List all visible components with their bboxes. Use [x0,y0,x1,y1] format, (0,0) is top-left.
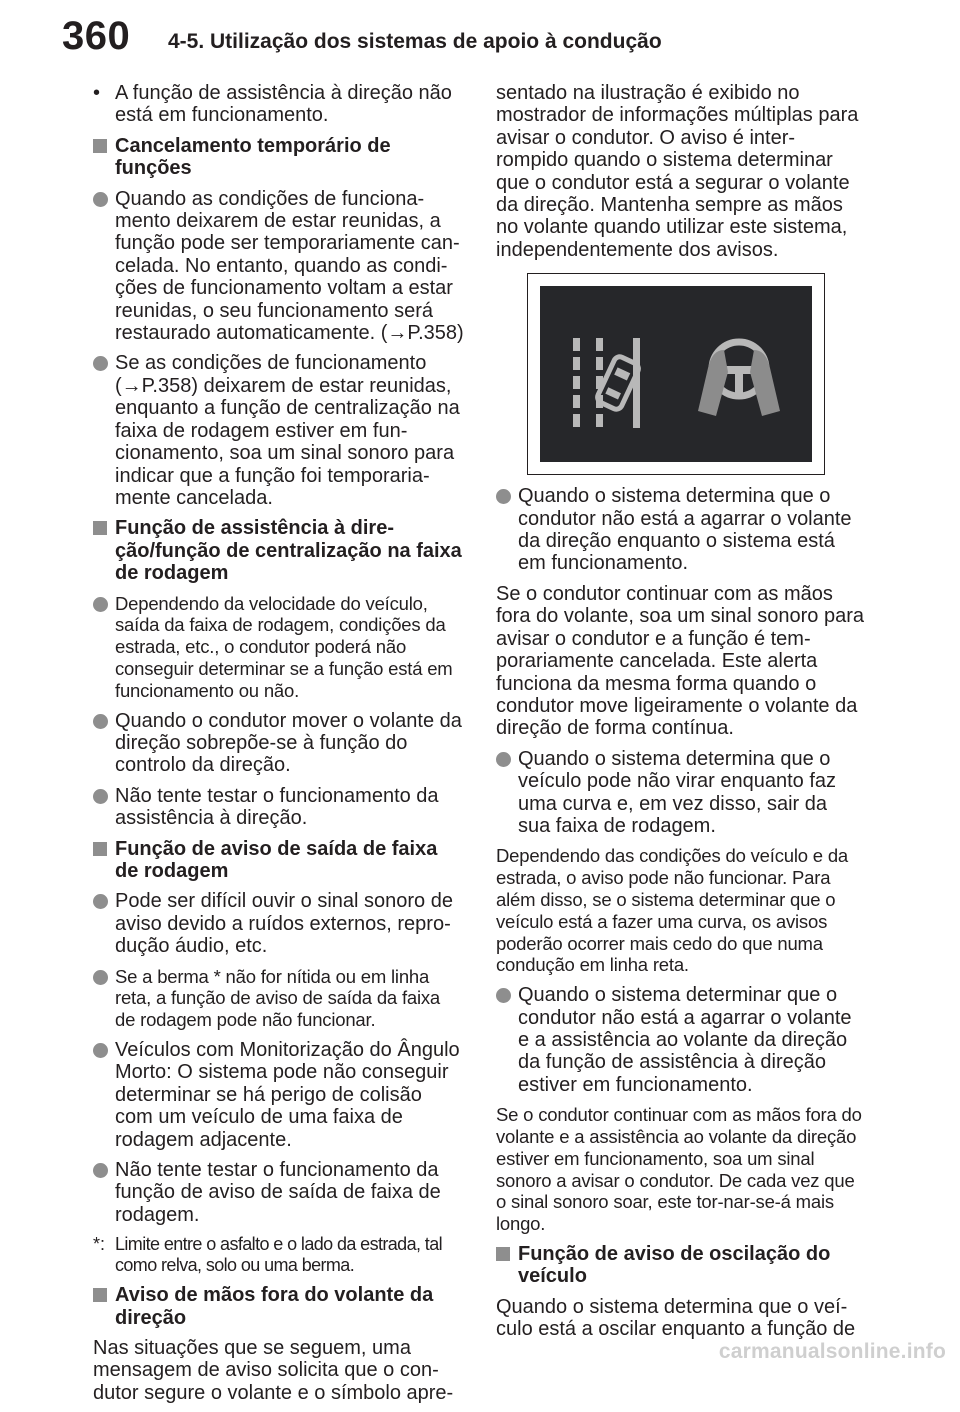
footnote: *: Limite entre o asfalto e o lado da estrada, tal como relva, solo ou uma berma. [93,1234,443,1276]
list-item: Quando o condutor mover o volante da direção sobrepõe-se à função do controlo da direção. [93,710,465,777]
list-item: Quando o sistema determina que o condutor não está a agarrar o volante da direção enquanto o sistema está em funcionamento. [496,485,864,575]
list-item: Se as condições de funcionamento (→P.358) deixarem de estar reunidas, enquanto a função de centralização na faixa de rodagem estiver em fun-cionamento, soa um sinal sonoro para indicar que a função foi temporaria-mente cancelada. [93,352,465,509]
list-item: Quando as condições de funciona-mento deixarem de estar reunidas, a função pode ser temporariamente can-celada. No entanto, quando as condi-ções de funcionamento voltam a estar reunidas, o seu funcionamento será restaurado automaticamente. (→P.358) [93,188,465,345]
paragraph: Se o condutor continuar com as mãos fora do volante e a assistência ao volante da direção estiver em funcionamento, soa um sinal sonoro a avisar o condutor. De cada vez que o sinal sonoro soar, este tor-nar-se-á mais longo. [496,1104,862,1235]
section-title: 4-5. Utilização dos sistemas de apoio à condução [168,30,662,53]
subheading: Cancelamento temporário de funções [93,135,465,180]
page-header [0,0,960,80]
list-item: • A função de assistência à direção não está em funcionamento. [93,82,452,127]
list-item: Não tente testar o funcionamento da assistência à direção. [93,785,465,830]
subheading: Função de aviso de saída de faixa de rodagem [93,838,465,883]
paragraph: sentado na ilustração é exibido no mostrador de informações múltiplas para avisar o condutor. O aviso é inter-rompido quando o sistema determinar que o condutor está a segurar o volante da direção. Mantenha sempre as mãos no volante quando utilizar este sistema, independentemente dos avisos. [496,82,859,261]
paragraph: Dependendo das condições do veículo e da estrada, o aviso pode não funcionar. Para além disso, se o sistema determinar que o veículo está a fazer uma curva, os avisos poderão ocorrer mais cedo do que numa condução em linha reta. [496,845,848,976]
subheading: Função de assistência à dire-ção/função de centralização na faixa de rodagem [93,517,465,584]
page-number: 360 [62,14,131,58]
right-column [496,82,864,1349]
watermark: carmanualsonline.info [718,1340,946,1363]
list-item: Não tente testar o funcionamento da função de aviso de saída de faixa de rodagem. [93,1159,465,1226]
left-column [93,82,465,1412]
list-item: Quando o sistema determina que o veículo pode não virar enquanto faz uma curva e, em vez disso, sair da sua faixa de rodagem. [496,748,864,838]
list-item: Veículos com Monitorização do Ângulo Morto: O sistema pode não conseguir determinar se há perigo de colisão com um veículo de uma faixa de rodagem adjacente. [93,1039,465,1151]
subheading: Função de aviso de oscilação do veículo [496,1243,864,1288]
paragraph: Quando o sistema determina que o veí-culo está a oscilar enquanto a função de [496,1295,856,1341]
illustration-frame [527,273,825,475]
list-item: Pode ser difícil ouvir o sinal sonoro de aviso devido a ruídos externos, repro-dução áudio, etc. [93,890,465,957]
multi-information-display [540,286,812,462]
steering-wheel-hands-icon [698,342,780,416]
hands-off-warning-illustration [540,286,812,462]
list-item: Se a berma * não for nítida ou em linha reta, a função de aviso de saída da faixa de rodagem pode não funcionar. [93,966,465,1031]
list-item: Dependendo da velocidade do veículo, saída da faixa de rodagem, condições da estrada, etc., o condutor poderá não conseguir determinar se a função está em funcionamento ou não. [93,593,465,702]
subheading: Aviso de mãos fora do volante da direção [93,1284,465,1329]
paragraph: Nas situações que se seguem, uma mensagem de aviso solicita que o con-dutor segure o volante e o símbolo apre- [93,1337,454,1404]
paragraph: Se o condutor continuar com as mãos fora do volante, soa um sinal sonoro para avisar o condutor e a função é tem-porariamente cancelada. Este alerta funciona da mesma forma quando o condutor move ligeiramente o volante da direção de forma contínua. [496,582,864,740]
list-item: Quando o sistema determinar que o condutor não está a agarrar o volante e a assistência ao volante da direção da função de assistência à direção estiver em funcionamento. [496,984,864,1096]
